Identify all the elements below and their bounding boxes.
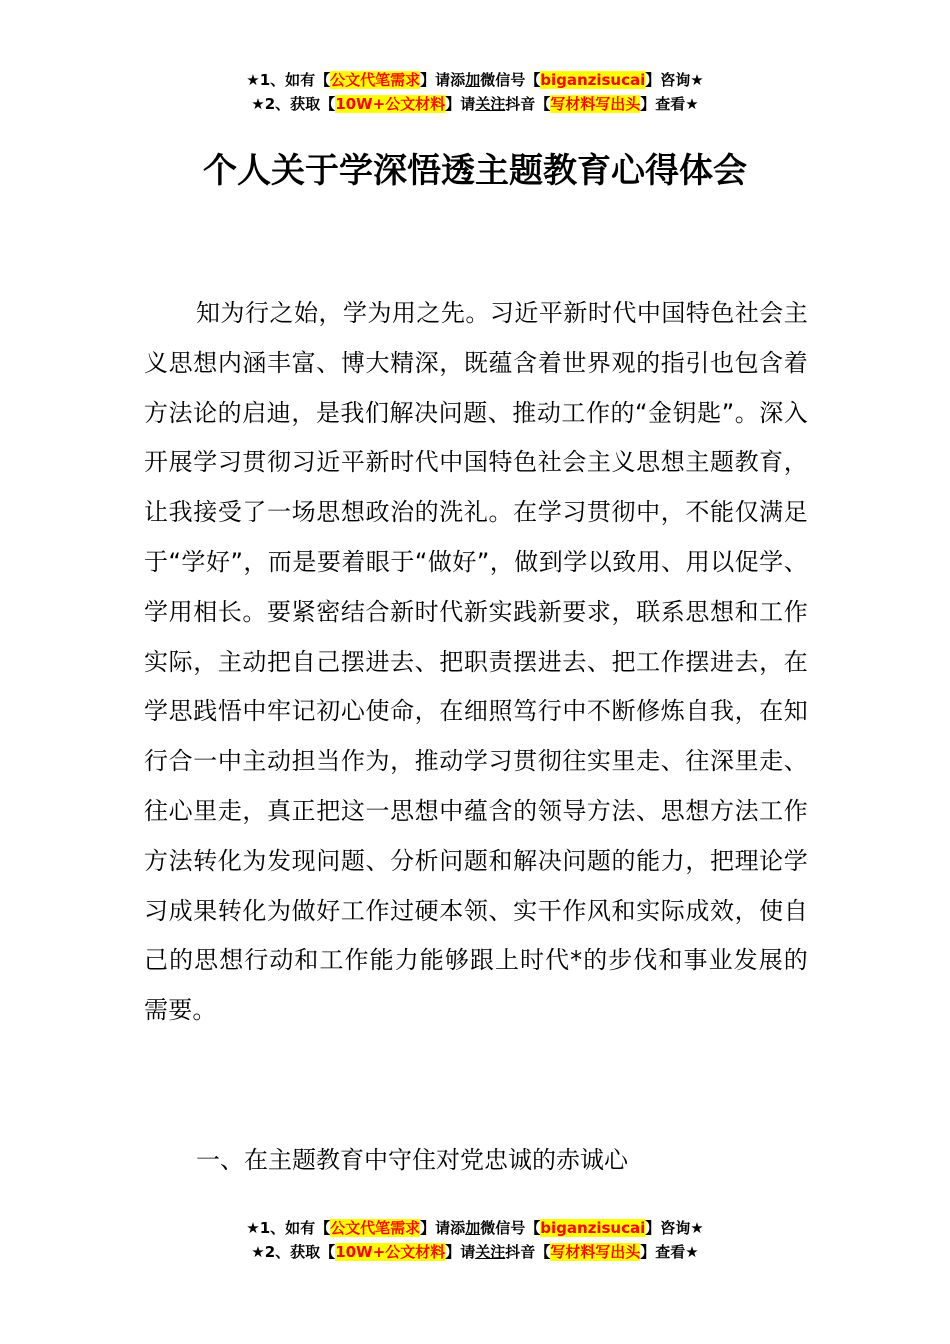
banner-line-1	[0, 1216, 950, 1240]
body-paragraph: 知为行之始，学为用之先。习近平新时代中国特色社会主义思想内涵丰富、博大精深，既蕴含着世界观的指引也包含着方法论的启迪，是我们解决问题、推动工作的“金钥匙”。深入开展学习贯彻习近平新时代中国特色社会主义思想主题教育，让我接受了一场思想政治的洗礼。在学习贯彻中，不能仅满足于“学好”，而是要着眼于“做好”，做到学以致用、用以促学、学用相长。要紧密结合新时代新实践新要求，联系思想和工作实际，主动把自己摆进去、把职责摆进去、把工作摆进去，在学思践悟中牢记初心使命，在细照笃行中不断修炼自我，在知行合一中主动担当作为，推动学习贯彻往实里走、往深里走、往心里走，真正把这一思想中蕴含的领导方法、思想方法工作方法转化为发现问题、分析问题和解决问题的能力，把理论学习成果转化为做好工作过硬本领、实干作风和实际成效，使自己的思想行动和工作能力能够跟上时代*的步伐和事业发展的需要。	[144, 299, 808, 1025]
banner-text: ★1、如有【	[246, 1219, 331, 1237]
banner-emphasis: 加	[465, 71, 481, 89]
banner-emphasis: 加	[465, 1219, 481, 1237]
banner-text: 】查看★	[640, 95, 699, 113]
footer-ad-banner	[0, 1216, 950, 1264]
banner-text: 】请	[445, 95, 476, 113]
banner-text: 微信号【	[480, 1219, 541, 1237]
banner-line-2	[0, 92, 950, 116]
banner-text: 微信号【	[480, 71, 541, 89]
banner-text: 抖音【	[505, 95, 551, 113]
highlight-service: 公文代笔需求	[330, 1219, 421, 1237]
banner-line-2	[0, 1240, 950, 1264]
highlight-wechat-id: biganzisucai	[540, 1219, 646, 1237]
header-ad-banner	[0, 68, 950, 116]
highlight-materials: 10W+公文材料	[335, 1243, 446, 1261]
banner-text: 】请添	[420, 1219, 466, 1237]
highlight-materials: 10W+公文材料	[335, 95, 446, 113]
banner-line-1	[0, 68, 950, 92]
banner-text: 】咨询★	[645, 1219, 704, 1237]
banner-emphasis: 关注	[475, 95, 506, 113]
banner-text: 】请	[445, 1243, 476, 1261]
banner-text: 】请添	[420, 71, 466, 89]
highlight-service: 公文代笔需求	[330, 71, 421, 89]
banner-text: 】查看★	[640, 1243, 699, 1261]
banner-text: ★2、获取【	[251, 1243, 336, 1261]
banner-text: ★1、如有【	[246, 71, 331, 89]
highlight-douyin-account: 写材料写出头	[550, 95, 641, 113]
highlight-douyin-account: 写材料写出头	[550, 1243, 641, 1261]
banner-text: ★2、获取【	[251, 95, 336, 113]
banner-emphasis: 关注	[475, 1243, 506, 1261]
highlight-wechat-id: biganzisucai	[540, 71, 646, 89]
banner-text: 】咨询★	[645, 71, 704, 89]
banner-text: 抖音【	[505, 1243, 551, 1261]
document-title: 个人关于学深悟透主题教育心得体会	[203, 151, 747, 191]
section-heading: 一、在主题教育中守住对党忠诚的赤诚心	[196, 1146, 628, 1174]
